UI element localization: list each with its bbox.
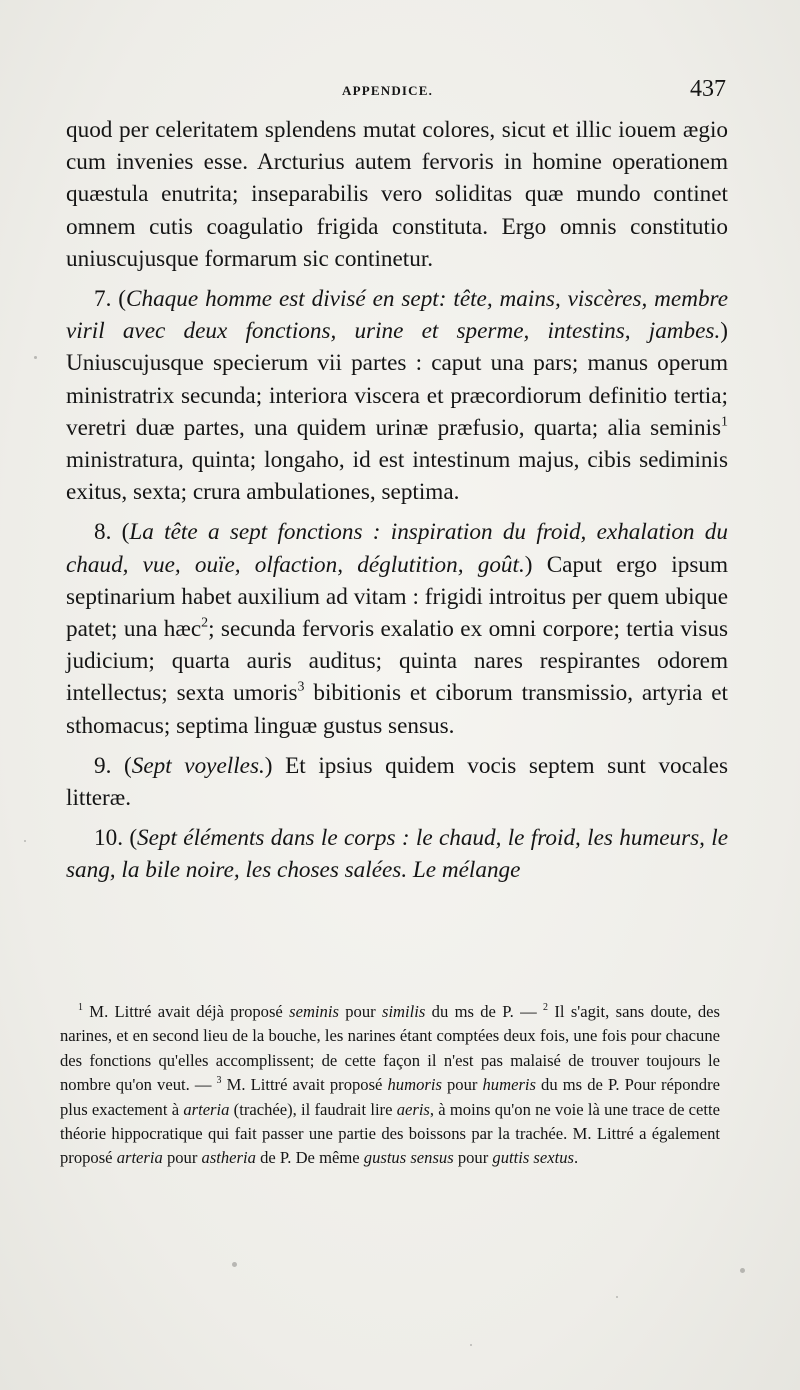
footnote-ref-2[interactable]: 2 (201, 615, 209, 631)
paper-speck (616, 1296, 618, 1298)
paragraph-number: 7. ( (94, 286, 127, 313)
french-summary: Sept voyelles. (131, 752, 265, 779)
footnote-text: pour (162, 1148, 202, 1168)
footnote-italic: aeris (396, 1099, 430, 1119)
footnote-text: du ms de P. — (425, 1002, 544, 1021)
paragraph-number: 8. ( (94, 519, 130, 546)
latin-text: ; secunda fervoris exalatio ex omni corpore; tertia visus judicium; quarta auris auditus; quinta nares respirantes odorem intellectus; sexta umoris (66, 616, 729, 707)
paren-close: ) (720, 318, 728, 345)
footnote-text: pour (441, 1075, 483, 1095)
paragraph-continuation: quod per celeritatem splendens mutat colores, sicut et illic iouem ægio cum invenies esse. Arcturius autem fervoris in homine operationem quæstula enutrita; inseparabilis vero soliditas quæ mundo continet omnem cutis coagulatio frigida constituta. Ergo omnis constitutio uniuscujusque formarum sic continetur. (66, 117, 728, 272)
footnote-text: pour (453, 1148, 493, 1168)
paragraph-9 (66, 750, 728, 814)
paper-speck (232, 1262, 237, 1267)
footnote-ref-1[interactable]: 1 (721, 414, 728, 430)
main-text (66, 114, 728, 887)
paper-speck (34, 356, 37, 359)
paragraph-10 (66, 822, 728, 886)
footnote-italic: humeris (482, 1075, 536, 1095)
footnote-italic: arteria (183, 1099, 230, 1119)
latin-text: Et ipsius quidem vocis septem sunt vocales litteræ. (66, 752, 728, 812)
paragraph-7 (66, 283, 728, 508)
footnote-italic: similis (381, 1002, 426, 1021)
footnote-text: Il s'agit, sans doute, des narines, et en second lieu de la bouche, les narines étant comptées deux fois, une fois pour chacune des fonctions qu'elles accomplissent; de cette façon il n'est pas malaisé de trouver toujours le nombre qu'on veut. — (60, 1002, 720, 1095)
footnote-text: (trachée), il faudrait lire (229, 1099, 397, 1119)
footnote-text: M. Littré avait déjà proposé (82, 1002, 290, 1021)
footnote-text: de P. De même (255, 1148, 364, 1168)
latin-text: Uniuscujusque specierum vii partes : caput una pars; manus operum ministratrix secunda; interiora viscera et præcordiorum definitio tertia; veretri duæ partes, una quidem urinæ præfusio, quarta; alia seminis (66, 350, 728, 441)
footnote-italic: arteria (116, 1148, 163, 1168)
footnote-marker-3: 3 (216, 1075, 222, 1087)
page-number: 437 (690, 76, 726, 102)
footnote-text: . (573, 1148, 579, 1168)
paren-close: ) (524, 551, 547, 578)
french-summary: Sept éléments dans le corps : le chaud, le froid, les humeurs, le sang, la bile noire, les choses salées. Le mélange (66, 825, 728, 884)
paragraph-number: 9. ( (94, 752, 132, 779)
paragraph-8 (66, 516, 728, 741)
paren-close: ) (264, 752, 286, 779)
paper-speck (740, 1268, 745, 1273)
paper-speck (24, 840, 26, 842)
footnote-ref-3[interactable]: 3 (297, 679, 305, 695)
footnotes (60, 1000, 720, 1171)
paragraph-number: 10. ( (94, 825, 138, 852)
footnote-italic: guttis sextus (492, 1148, 574, 1168)
footnote-italic: astheria (201, 1148, 256, 1168)
footnote-italic: gustus sensus (363, 1148, 454, 1168)
footnote-marker-2: 2 (543, 1002, 549, 1014)
french-summary: La tête a sept fonctions : inspiration du froid, exhalation du chaud, vue, ouïe, olfaction, déglutition, goût. (66, 519, 728, 578)
latin-text: bibitionis et ciborum transmissio, artyria et sthomacus; septima linguæ gustus sensus. (66, 680, 729, 739)
footnote-text: , à moins qu'on ne voie là une trace de cette théorie hippocratique qui fait passer une partie des boissons par la trachée. M. Littré a également proposé (60, 1099, 720, 1168)
latin-text: Caput ergo ipsum septinarium habet auxilium ad vitam : frigidi introitus per quem ubique patet; una hæc (66, 551, 728, 643)
footnote-text: pour (338, 1002, 382, 1021)
latin-text: ministratura, quinta; longaho, id est intestinum majus, cibis sediminis exitus, sexta; crura ambulationes, septima. (66, 447, 728, 506)
footnote-block (60, 1000, 720, 1171)
footnote-text: du ms de P. Pour répondre plus exactement à (60, 1075, 720, 1119)
running-head: APPENDICE. (342, 83, 434, 98)
page-header (66, 76, 726, 110)
footnote-italic: humoris (387, 1075, 442, 1095)
footnote-italic: seminis (289, 1002, 339, 1021)
paper-speck (470, 1344, 472, 1346)
footnote-marker-1: 1 (78, 1002, 83, 1014)
french-summary: Chaque homme est divisé en sept: tête, mains, viscères, membre viril avec deux fonctions, urine et sperme, intestins, jambes. (66, 286, 728, 345)
footnote-text: M. Littré avait proposé (221, 1075, 388, 1095)
